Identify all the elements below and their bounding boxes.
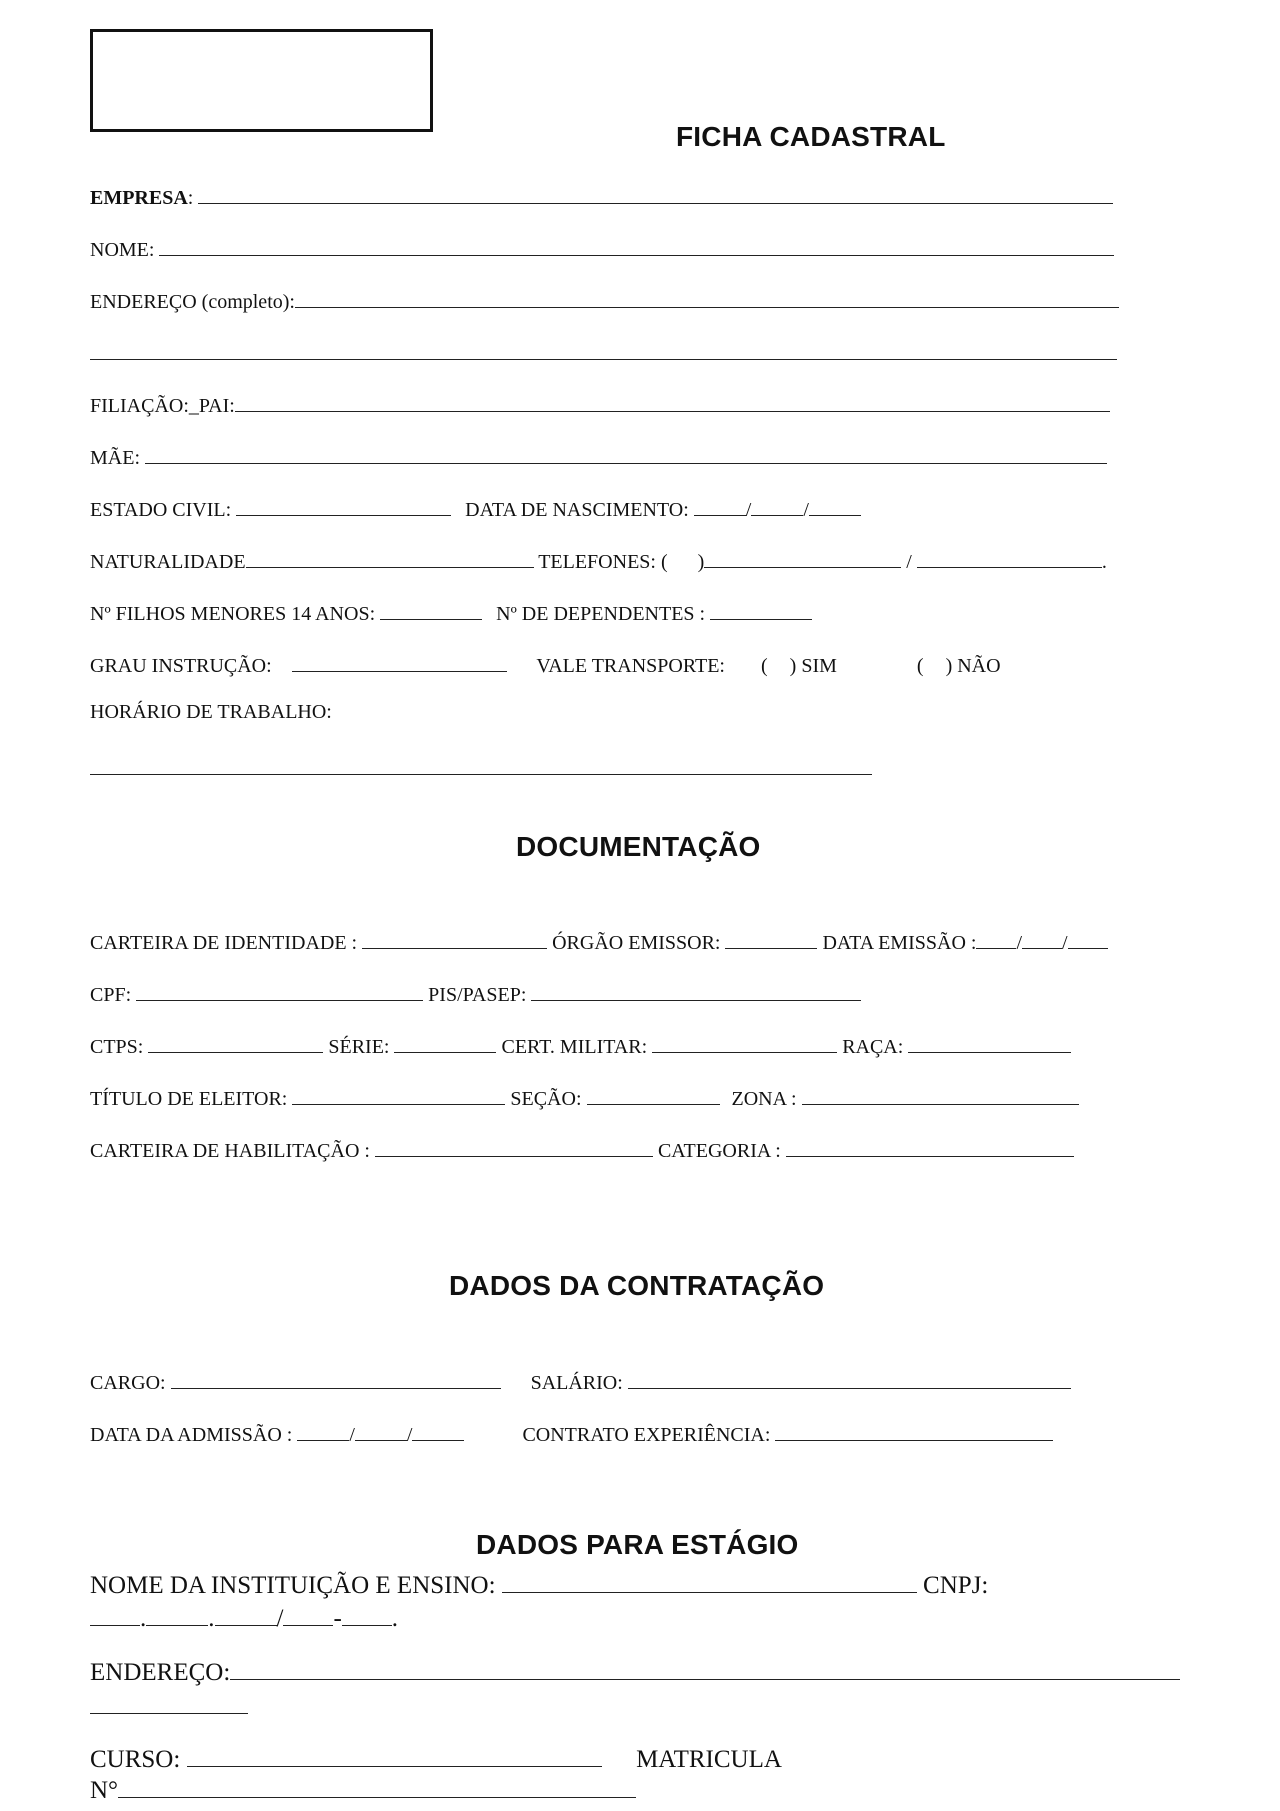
cnpj-part-2-field[interactable] (146, 1600, 208, 1626)
orgao-field[interactable] (725, 928, 817, 949)
grau-instrucao-label: GRAU INSTRUÇÃO: (90, 655, 272, 677)
empresa-label: EMPRESA (90, 187, 188, 209)
date-separator: / (406, 1424, 413, 1446)
estagio-endereco-field-line-2[interactable] (90, 1713, 248, 1714)
logo-placeholder-box (90, 29, 433, 132)
orgao-label: ÓRGÃO EMISSOR: (552, 932, 721, 954)
cnpj-dash: - (333, 1605, 342, 1632)
admissao-month-field[interactable] (355, 1420, 407, 1441)
zona-label: ZONA : (731, 1088, 797, 1110)
naturalidade-field[interactable] (246, 547, 534, 568)
nome-label: NOME: (90, 239, 155, 261)
cargo-field[interactable] (171, 1368, 501, 1389)
cargo-row (90, 1368, 1071, 1395)
cnpj-end-dot: . (391, 1605, 399, 1632)
estado-civil-field[interactable] (236, 495, 451, 516)
grau-instrucao-field[interactable] (292, 651, 507, 672)
instrucao-row (90, 651, 1001, 678)
nascimento-month-field[interactable] (751, 495, 803, 516)
identidade-row (90, 928, 1108, 955)
endereco-field[interactable] (295, 287, 1119, 308)
estagio-endereco-row (90, 1654, 1180, 1687)
matricula-numero-label: N° (90, 1777, 119, 1804)
horario-label: HORÁRIO DE TRABALHO: (90, 701, 332, 723)
empresa-row (90, 183, 1113, 210)
mae-row (90, 443, 1107, 470)
empresa-field[interactable] (198, 183, 1113, 204)
telefones-close-paren: ) (697, 551, 705, 573)
secao-field[interactable] (587, 1084, 720, 1105)
nome-row (90, 235, 1114, 262)
estado-civil-row (90, 495, 861, 522)
instituicao-label: NOME DA INSTITUIÇÃO E ENSINO: (90, 1572, 496, 1599)
nome-field[interactable] (159, 235, 1114, 256)
telefones-label: TELEFONES: ( (538, 551, 668, 573)
vale-sim-open-paren: ( (760, 655, 768, 677)
page-title: FICHA CADASTRAL (676, 121, 946, 152)
zona-field[interactable] (802, 1084, 1079, 1105)
habilitacao-label: CARTEIRA DE HABILITAÇÃO : (90, 1140, 370, 1162)
matricula-label: MATRICULA (636, 1746, 782, 1773)
instituicao-row (90, 1567, 988, 1600)
matricula-row (90, 1772, 636, 1805)
curso-row (90, 1741, 782, 1774)
nascimento-year-field[interactable] (809, 495, 861, 516)
endereco-field-line-2[interactable] (90, 359, 1117, 360)
data-nascimento-label: DATA DE NASCIMENTO: (465, 499, 689, 521)
titulo-row (90, 1084, 1079, 1111)
vale-sim-option[interactable] (761, 655, 837, 677)
mae-field[interactable] (145, 443, 1107, 464)
curso-label: CURSO: (90, 1746, 181, 1773)
serie-field[interactable] (394, 1032, 496, 1053)
endereco-row (90, 287, 1119, 314)
naturalidade-label: NATURALIDADE (90, 551, 246, 573)
vale-transporte-label: VALE TRANSPORTE: (536, 655, 725, 677)
instituicao-field[interactable] (502, 1567, 917, 1593)
cert-militar-label: CERT. MILITAR: (501, 1036, 648, 1058)
cnpj-part-4-field[interactable] (283, 1600, 333, 1626)
ctps-field[interactable] (148, 1032, 323, 1053)
cpf-field[interactable] (136, 980, 423, 1001)
raca-field[interactable] (908, 1032, 1071, 1053)
endereco-label: ENDEREÇO (completo): (90, 291, 295, 313)
cnpj-row (90, 1600, 398, 1633)
identidade-label: CARTEIRA DE IDENTIDADE : (90, 932, 358, 954)
habilitacao-field[interactable] (375, 1136, 653, 1157)
cnpj-slash: / (276, 1605, 284, 1632)
estado-civil-label: ESTADO CIVIL: (90, 499, 232, 521)
date-separator: / (1062, 932, 1068, 954)
filhos-label: Nº FILHOS MENORES 14 ANOS: (90, 603, 376, 625)
admissao-day-field[interactable] (297, 1420, 349, 1441)
section-title-contratacao: DADOS DA CONTRATAÇÃO (449, 1270, 825, 1301)
salario-label: SALÁRIO: (530, 1372, 623, 1394)
filhos-field[interactable] (380, 599, 482, 620)
date-separator: / (745, 499, 752, 521)
cnpj-dot: . (208, 1605, 215, 1632)
pis-field[interactable] (531, 980, 861, 1001)
pai-field[interactable] (235, 391, 1110, 412)
admissao-label: DATA DA ADMISSÃO : (90, 1424, 293, 1446)
nascimento-day-field[interactable] (694, 495, 746, 516)
admissao-row (90, 1420, 1053, 1447)
emissao-day-field[interactable] (976, 928, 1016, 949)
experiencia-field[interactable] (775, 1420, 1053, 1441)
filiacao-row (90, 391, 1110, 418)
vale-sim-label: ) SIM (789, 655, 837, 677)
habilitacao-row (90, 1136, 1074, 1163)
titulo-label: TÍTULO DE ELEITOR: (90, 1088, 288, 1110)
telefones-period: . (1101, 551, 1107, 573)
mae-label: MÃE: (90, 447, 140, 469)
cert-militar-field[interactable] (652, 1032, 837, 1053)
secao-label: SEÇÃO: (510, 1088, 582, 1110)
salario-field[interactable] (628, 1368, 1071, 1389)
horario-row (90, 701, 332, 724)
cnpj-dot: . (140, 1605, 147, 1632)
dependentes-label: Nº DE DEPENDENTES : (496, 603, 706, 625)
cpf-row (90, 980, 861, 1007)
vale-nao-option[interactable] (917, 655, 1001, 677)
pis-label: PIS/PASEP: (428, 984, 527, 1006)
section-title-documentacao: DOCUMENTAÇÃO (516, 831, 761, 862)
date-separator: / (1016, 932, 1023, 954)
date-separator: / (803, 499, 809, 521)
estagio-endereco-field[interactable] (230, 1654, 1180, 1680)
ctps-label: CTPS: (90, 1036, 144, 1058)
telefone-1-field[interactable] (704, 547, 901, 568)
admissao-year-field[interactable] (412, 1420, 464, 1441)
identidade-field[interactable] (362, 928, 547, 949)
telefones-separator: / (906, 551, 912, 573)
horario-field[interactable] (90, 774, 872, 775)
categoria-field[interactable] (786, 1136, 1074, 1157)
cnpj-part-3-field[interactable] (215, 1600, 277, 1626)
data-emissao-label: DATA EMISSÃO : (822, 932, 977, 954)
date-separator: / (349, 1424, 355, 1446)
emissao-month-field[interactable] (1022, 928, 1062, 949)
pai-label: FILIAÇÃO:_PAI: (90, 395, 235, 417)
curso-field[interactable] (187, 1741, 602, 1767)
matricula-field[interactable] (118, 1772, 636, 1798)
raca-label: RAÇA: (842, 1036, 904, 1058)
empresa-colon: : (187, 187, 194, 209)
experiencia-label: CONTRATO EXPERIÊNCIA: (522, 1424, 771, 1446)
titulo-field[interactable] (292, 1084, 505, 1105)
cnpj-part-1-field[interactable] (90, 1600, 140, 1626)
telefone-2-field[interactable] (917, 547, 1102, 568)
cnpj-part-5-field[interactable] (342, 1600, 392, 1626)
dependentes-field[interactable] (710, 599, 812, 620)
section-title-estagio: DADOS PARA ESTÁGIO (476, 1529, 799, 1560)
cpf-label: CPF: (90, 984, 132, 1006)
vale-nao-label: ) NÃO (945, 655, 1001, 677)
ctps-row (90, 1032, 1071, 1059)
emissao-year-field[interactable] (1068, 928, 1108, 949)
serie-label: SÉRIE: (328, 1036, 390, 1058)
filhos-row (90, 599, 812, 626)
cnpj-label: CNPJ: (923, 1572, 989, 1599)
categoria-label: CATEGORIA : (657, 1140, 781, 1162)
cargo-label: CARGO: (90, 1372, 166, 1394)
vale-nao-open-paren: ( (916, 655, 924, 677)
estagio-endereco-label: ENDEREÇO: (90, 1659, 231, 1686)
naturalidade-row (90, 547, 1107, 574)
